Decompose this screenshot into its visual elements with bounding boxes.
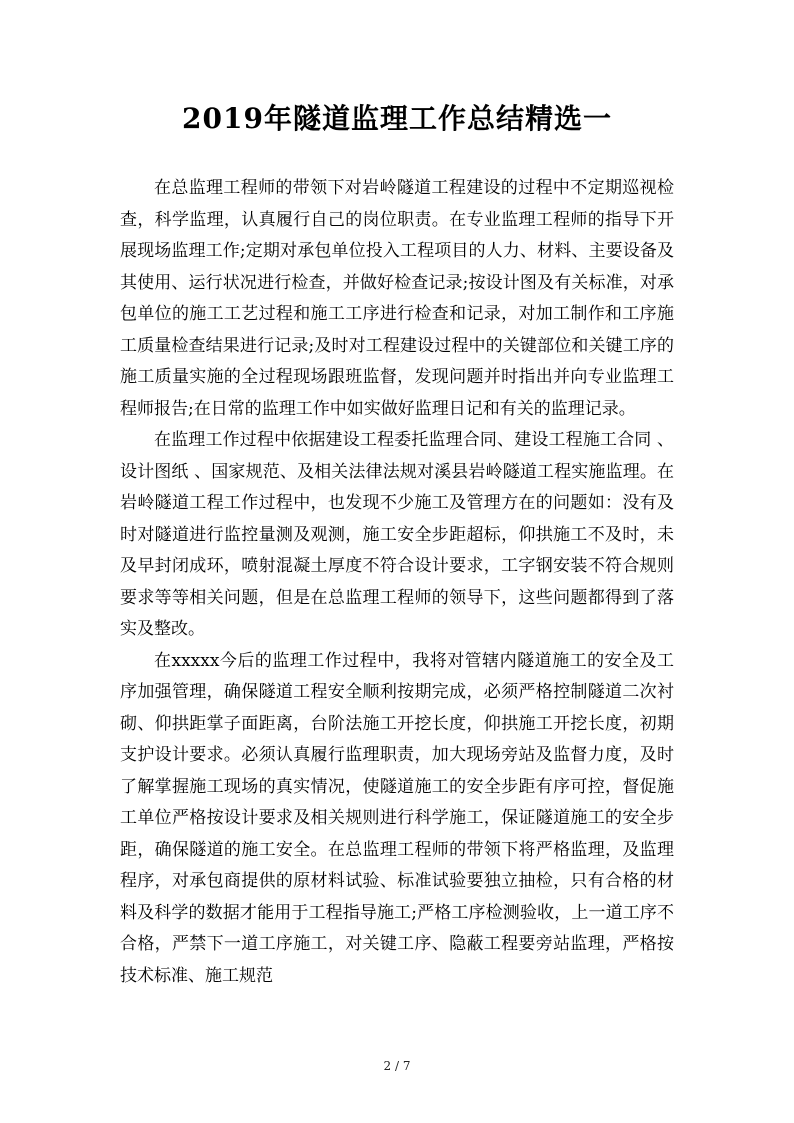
paragraph-2: 在监理工作过程中依据建设工程委托监理合同、建设工程施工合同 、设计图纸 、国家规范、及相关法律法规对溪县岩岭隧道工程实施监理。在岩岭隧道工程工作过程中，也发现不少施工及管理方在的问题如：没有及时对隧道进行监控量测及观测，施工安全步距超标，仰拱施工不及时，未及早封闭成环，喷射混凝土厚度不符合设计要求，工字钢安装不符合规则要求等等相关问题，但是在总监理工程师的领导下，这些问题都得到了落实及整改。: [120, 430, 674, 639]
document-title: 2019年隧道监理工作总结精选一: [182, 102, 612, 135]
paragraph-3: 在xxxxx今后的监理工作过程中，我将对管辖内隧道施工的安全及工序加强管理，确保隧道工程安全顺利按期完成，必须严格控制隧道二次衬砌、仰拱距掌子面距离，台阶法施工开挖长度，仰拱施工开挖长度，初期支护设计要求。必须认真履行监理职责，加大现场旁站及监督力度，及时了解掌握施工现场的真实情况，使隧道施工的安全步距有序可控，督促施工单位严格按设计要求及相关规则进行科学施工，保证隧道施工的安全步距，确保隧道的施工安全。在总监理工程师的带领下将严格监理，及监理程序，对承包商提供的原材料试验、标准试验要独立抽检，只有合格的材料及科学的数据才能用于工程指导施工;严格工序检测验收，上一道工序不合格，严禁下一道工序施工，对关键工序、隐蔽工程要旁站监理，严格按技术标准、施工规范: [120, 650, 674, 986]
paragraph-1: 在总监理工程师的带领下对岩岭隧道工程建设的过程中不定期巡视检查，科学监理，认真履行自己的岗位职责。在专业监理工程师的指导下开展现场监理工作;定期对承包单位投入工程项目的人力、材料、主要设备及其使用、运行状况进行检查，并做好检查记录;按设计图及有关标准，对承包单位的施工工艺过程和施工工序进行检查和记录，对加工制作和工序施工质量检查结果进行记录;及时对工程建设过程中的关键部位和关键工序的施工质量实施的全过程现场跟班监督，发现问题并时指出并向专业监理工程师报告;在日常的监理工作中如实做好监理日记和有关的监理记录。: [120, 178, 674, 419]
document-body: [120, 173, 674, 992]
page-number: 2 / 7: [383, 1059, 411, 1073]
